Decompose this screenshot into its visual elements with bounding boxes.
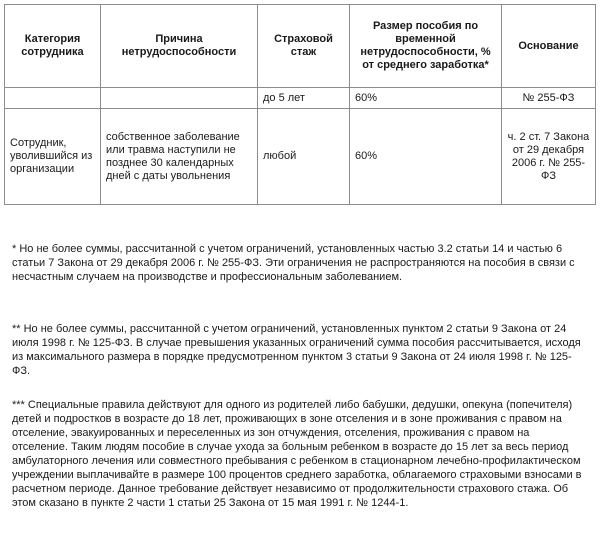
footnote-2: ** Но не более суммы, рассчитанной с учетом ограничений, установленных пунктом 2 статьи 9 Закона от 24 июля 1998 г. № 125-ФЗ. В случае превышения указанных ограничений сумма пособия рассчитывается, исходя из максимального размера в порядке предусмотренном пунктом 3 статьи 9 Закона от 24 июля 1998 г. № 125-ФЗ. <box>12 323 581 377</box>
table-header-row <box>5 5 596 88</box>
cell-category: Сотрудник, уволившийся из организации <box>5 109 101 205</box>
footnote-3: *** Специальные правила действуют для одного из родителей либо бабушки, дедушки, опекуна (попечителя) детей и подростков в возрасте до 18 лет, проживающих в зоне отселения и в зоне проживания с правом на отселение, эвакуированных и переселенных из зон отчуждения, отселения, проживания с правом на отселение. Таким людям пособие в случае ухода за больным ребенком в возрасте до 15 лет за весь период амбулаторного лечения или совместного пребывания с ребенком в стационарном лечебно-профилактическом учреждении выплачивайте в размере 100 процентов среднего заработка, облагаемого страховыми взносами в расчетном периоде. Данное требование действует независимо от продолжительности страхового стажа. Об этом сказано в пункте 2 части 1 статьи 25 Закона от 15 мая 1991 г. № 1244-1. <box>12 399 582 509</box>
cell-reason <box>101 88 258 109</box>
header-basis: Основание <box>502 5 596 88</box>
header-reason: Причина нетрудоспособности <box>101 5 258 88</box>
header-amount: Размер пособия по временной нетрудоспособности, % от среднего заработка* <box>350 5 502 88</box>
cell-basis: № 255-ФЗ <box>502 88 596 109</box>
cell-category <box>5 88 101 109</box>
cell-reason: собственное заболевание или травма наступили не позднее 30 календарных дней с даты увольнения <box>101 109 258 205</box>
cell-experience: любой <box>258 109 350 205</box>
cell-amount: 60% <box>350 88 502 109</box>
cell-basis: ч. 2 ст. 7 Закона от 29 декабря 2006 г. № 255-ФЗ <box>502 109 596 205</box>
table-row <box>5 109 596 205</box>
table-row <box>5 88 596 109</box>
benefits-table <box>4 4 596 205</box>
cell-amount: 60% <box>350 109 502 205</box>
header-experience: Страховой стаж <box>258 5 350 88</box>
cell-experience: до 5 лет <box>258 88 350 109</box>
footnote-1: * Но не более суммы, рассчитанной с учетом ограничений, установленных частью 3.2 статьи 14 и частью 6 статьи 7 Закона от 29 декабря 2006 г. № 255-ФЗ. Эти ограничения не распространяются на пособия в связи с несчастным случаем на производстве и профессиональным заболеванием. <box>12 243 575 283</box>
header-category: Категория сотрудника <box>5 5 101 88</box>
